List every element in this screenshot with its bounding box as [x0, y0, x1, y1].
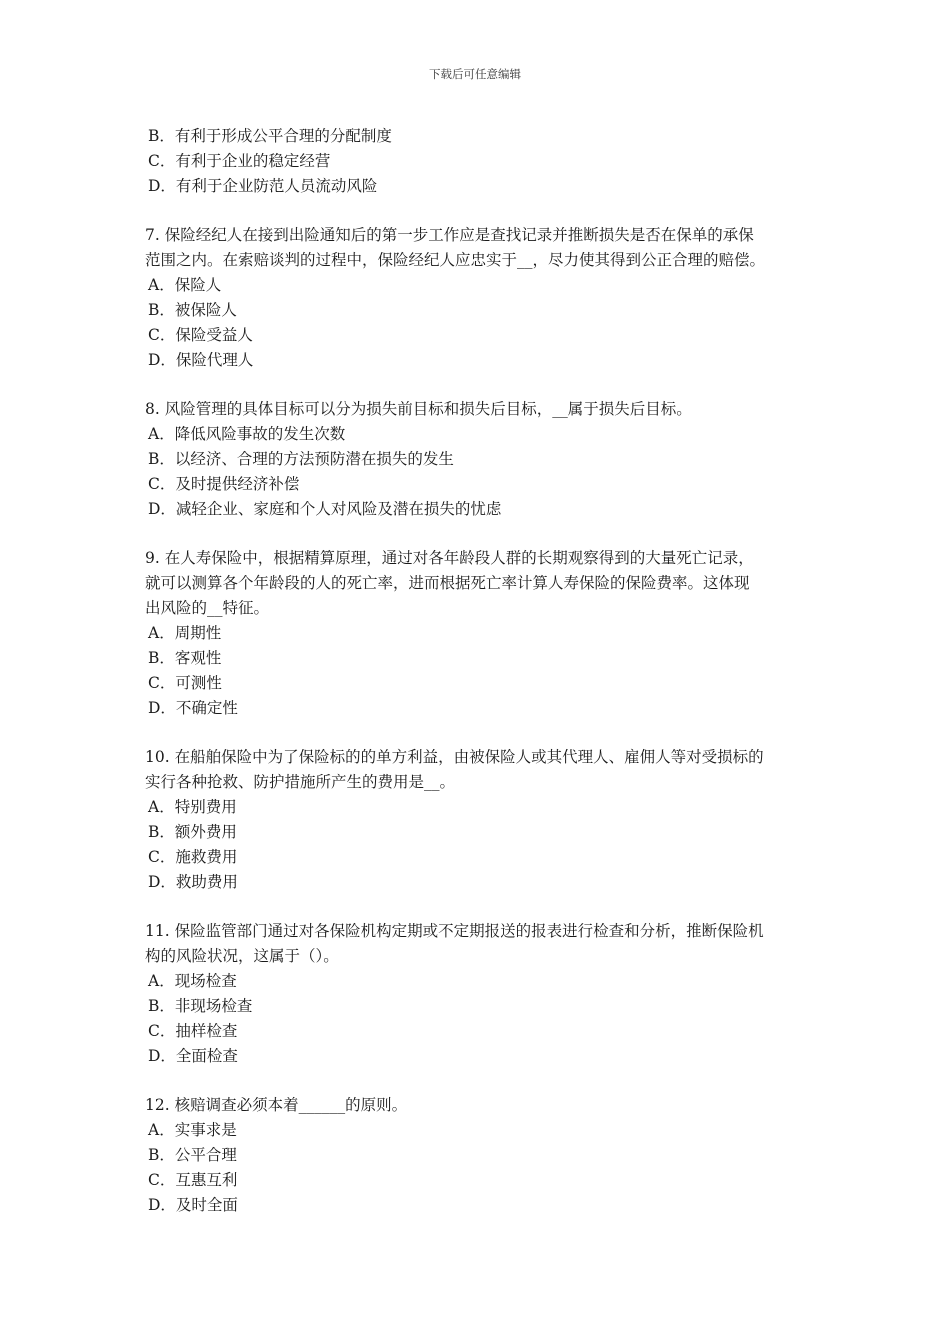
question-text: 实行各种抢救、防护措施所产生的费用是__。	[145, 773, 456, 791]
option-a: A．现场检查	[148, 972, 237, 990]
question-text: 11. 保险监管部门通过对各保险机构定期或不定期报送的报表进行检查和分析，推断保险机	[145, 922, 764, 940]
option-d: D．及时全面	[148, 1196, 238, 1214]
question-text: 构的风险状况，这属于（）。	[145, 947, 339, 965]
option-a: A．特别费用	[148, 798, 237, 816]
question-text: 10. 在船舶保险中为了保险标的的单方利益，由被保险人或其代理人、雇佣人等对受损标的	[145, 748, 764, 766]
option-c: C．施救费用	[148, 848, 238, 866]
option-d: D．不确定性	[148, 699, 238, 717]
option-c: C．及时提供经济补偿	[148, 475, 300, 493]
page-header: 下载后可任意编辑	[429, 67, 521, 81]
option-a: A．降低风险事故的发生次数	[148, 425, 346, 443]
option-d: D．有利于企业防范人员流动风险	[148, 177, 378, 195]
question-text: 7. 保险经纪人在接到出险通知后的第一步工作应是查找记录并推断损失是否在保单的承保	[145, 226, 754, 244]
option-d: D．减轻企业、家庭和个人对风险及潜在损失的忧虑	[148, 500, 502, 518]
option-d: D．救助费用	[148, 873, 238, 891]
option-c: C．互惠互利	[148, 1171, 238, 1189]
question-text: 范围之内。在索赔谈判的过程中，保险经纪人应忠实于__，尽力使其得到公正合理的赔偿。	[145, 251, 766, 269]
option-c: C．抽样检查	[148, 1022, 238, 1040]
option-d: D．全面检查	[148, 1047, 238, 1065]
option-a: A．保险人	[148, 276, 222, 294]
option-b: B．非现场检查	[148, 997, 253, 1015]
question-11	[145, 919, 810, 1069]
option-c: C．有利于企业的稳定经营	[148, 152, 331, 170]
question-7	[145, 223, 810, 373]
option-b: B．有利于形成公平合理的分配制度	[148, 127, 392, 145]
question-9	[145, 546, 810, 721]
question-text: 8. 风险管理的具体目标可以分为损失前目标和损失后目标，__属于损失后目标。	[145, 400, 692, 418]
option-d: D．保险代理人	[148, 351, 254, 369]
question-text: 就可以测算各个年龄段的人的死亡率，进而根据死亡率计算人寿保险的保险费率。这体现	[145, 574, 750, 592]
option-c: C．保险受益人	[148, 326, 253, 344]
option-a: A．实事求是	[148, 1121, 237, 1139]
option-b: B．被保险人	[148, 301, 237, 319]
question-10	[145, 745, 810, 895]
question-text: 12. 核赔调查必须本着______的原则。	[145, 1096, 408, 1114]
option-a: A．周期性	[148, 624, 222, 642]
question-8	[145, 397, 810, 522]
question-12	[145, 1093, 810, 1218]
option-b: B．以经济、合理的方法预防潜在损失的发生	[148, 450, 454, 468]
option-c: C．可测性	[148, 674, 222, 692]
question-text: 9. 在人寿保险中，根据精算原理，通过对各年龄段人群的长期观察得到的大量死亡记录，	[145, 549, 754, 567]
option-b: B．公平合理	[148, 1146, 237, 1164]
option-b: B．客观性	[148, 649, 222, 667]
document-body	[145, 124, 810, 1218]
question-text: 出风险的__特征。	[145, 599, 270, 617]
option-b: B．额外费用	[148, 823, 237, 841]
